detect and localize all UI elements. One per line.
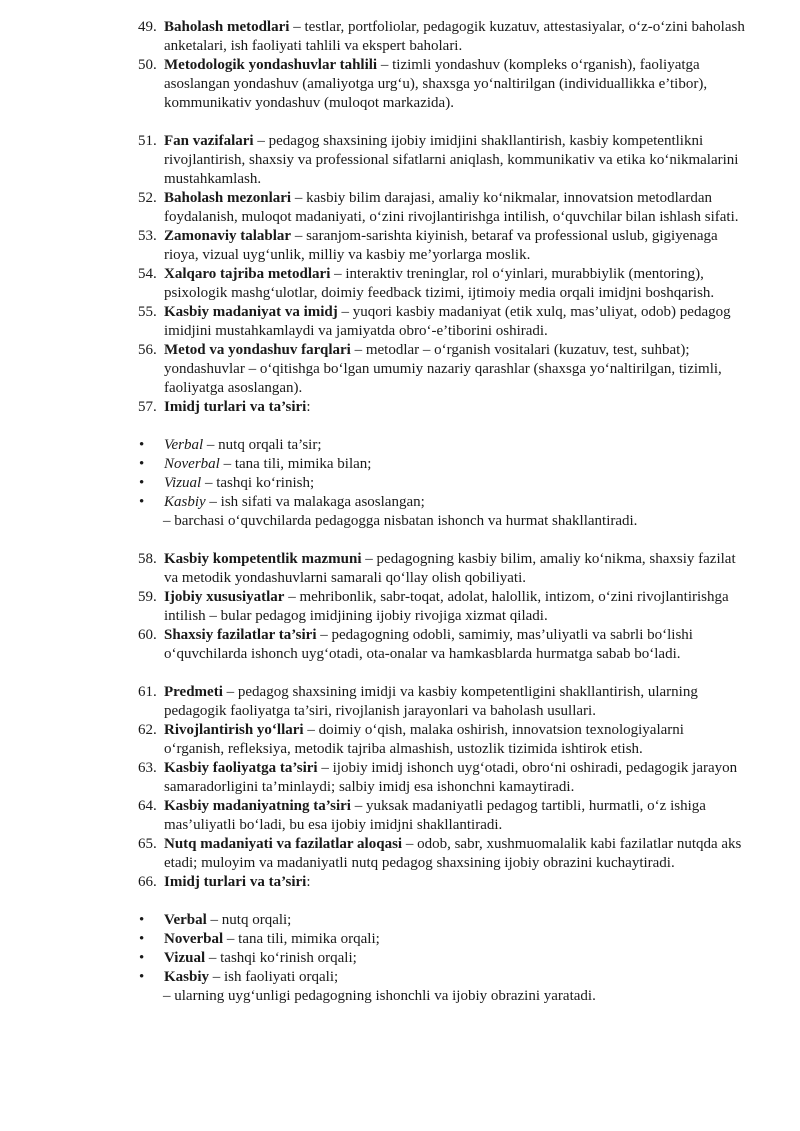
- bullet-summary: – ularning uyg‘unligi pedagogning ishonchli va ijobiy obrazini yaratadi.: [163, 988, 596, 1004]
- bullet-item: [0, 493, 800, 512]
- item-term: Shaxsiy fazilatlar ta’siri: [164, 627, 317, 643]
- bullet-text: – tashqi ko‘rinish orqali;: [205, 950, 357, 966]
- list-item: [0, 227, 800, 265]
- bullet-dot: •: [139, 494, 145, 510]
- item-text: – pedagogning kasbiy bilim, amaliy ko‘nikma, shaxsiy fazilat va metodik yondashuvlarni samarali qo‘llay olish qobiliyati.: [164, 551, 736, 586]
- item-term: Metodologik yondashuvlar tahlili: [164, 57, 378, 73]
- list-item: [0, 189, 800, 227]
- item-number: 49.: [138, 19, 157, 35]
- item-text: – interaktiv treninglar, rol o‘yinlari, murabbiylik (mentoring), psixologik mashg‘ulotlar, doimiy feedback tizimi, ijtimoiy media orqali imidjni boshqarish.: [164, 266, 715, 301]
- item-number: 63.: [138, 760, 157, 776]
- item-term: Fan vazifalari: [164, 133, 254, 149]
- item-term: Metod va yondashuv farqlari: [164, 342, 351, 358]
- item-text: – saranjom-sarishta kiyinish, betaraf va professional uslub, gigiyenaga rioya, vizual uyg‘unlik, milliy va kasbiy me’yorlarga moslik.: [164, 228, 718, 263]
- item-number: 58.: [138, 551, 157, 567]
- bullet-term: Noverbal: [164, 931, 224, 947]
- bullet-text: – tana tili, mimika bilan;: [219, 456, 372, 472]
- item-number: 66.: [138, 874, 157, 890]
- item-text: – yuksak madaniyatli pedagog tartibli, hurmatli, o‘z ishiga mas’uliyatli bo‘ladi, bu esa ijobiy imidjni shakllantiradi.: [164, 798, 706, 833]
- item-number: 65.: [138, 836, 157, 852]
- spacer: [0, 417, 800, 436]
- list-item: [0, 588, 800, 626]
- item-term: Ijobiy xususiyatlar: [164, 589, 285, 605]
- item-term: Kasbiy madaniyat va imidj: [164, 304, 338, 320]
- list-item: [0, 341, 800, 398]
- bullet-text: – ish sifati va malakaga asoslangan;: [205, 494, 425, 510]
- bullet-item: [0, 930, 800, 949]
- item-text: – odob, sabr, xushmuomalalik kabi fazilatlar nutqda aks etadi; muloyim va madaniyatli nutq pedagog shaxsining ijobiy obrazini kuchaytiradi.: [164, 836, 742, 871]
- item-number: 57.: [138, 399, 157, 415]
- bullet-dot: •: [139, 969, 145, 985]
- item-text: :: [306, 874, 311, 890]
- list-item: [0, 550, 800, 588]
- item-number: 61.: [138, 684, 157, 700]
- bullet-text: – tashqi ko‘rinish;: [201, 475, 315, 491]
- list-item: [0, 721, 800, 759]
- list-item: [0, 797, 800, 835]
- bullet-text: – nutq orqali ta’sir;: [203, 437, 322, 453]
- item-term: Imidj turlari va ta’siri: [164, 874, 307, 890]
- bullet-item: [0, 474, 800, 493]
- item-text: – doimiy o‘qish, malaka oshirish, innovatsion texnologiyalarni o‘rganish, refleksiya, metodik tajriba almashish, ustozlik tizimida ishtirok etish.: [164, 722, 684, 757]
- spacer: [0, 892, 800, 911]
- item-term: Predmeti: [164, 684, 223, 700]
- item-term: Nutq madaniyati va fazilatlar aloqasi: [164, 836, 403, 852]
- item-term: Imidj turlari va ta’siri: [164, 399, 307, 415]
- document-page: [0, 18, 800, 1006]
- bullet-summary: – barchasi o‘quvchilarda pedagogga nisbatan ishonch va hurmat shakllantiradi.: [163, 513, 638, 529]
- list-item: [0, 835, 800, 873]
- item-term: Kasbiy madaniyatning ta’siri: [164, 798, 351, 814]
- list-item: [0, 759, 800, 797]
- list-item: [0, 873, 800, 892]
- item-text: :: [306, 399, 311, 415]
- bullet-dot: •: [139, 931, 145, 947]
- bullet-text: – tana tili, mimika orqali;: [223, 931, 380, 947]
- bullet-text: – ish faoliyati orqali;: [209, 969, 339, 985]
- item-text: – mehribonlik, sabr-toqat, adolat, halollik, intizom, o‘zini rivojlantirishga intilish – bular pedagog imidjining ijobiy rivojiga xizmat qiladi.: [164, 589, 729, 624]
- bullet-term: Kasbiy: [164, 969, 210, 985]
- bullet-dot: •: [139, 475, 145, 491]
- item-number: 55.: [138, 304, 157, 320]
- bullet-item: [0, 455, 800, 474]
- list-item: [0, 398, 800, 417]
- bullet-dot: •: [139, 912, 145, 928]
- spacer: [0, 531, 800, 550]
- item-text: – tizimli yondashuv (kompleks o‘rganish), faoliyatga asoslangan yondashuv (amaliyotga urg‘u), shaxsga yo‘naltirilgan (individuallikka e’tibor), kommunikativ yondashuv (muloqot markazida).: [164, 57, 708, 111]
- item-text: – pedagogning odobli, samimiy, mas’uliyatli va sabrli bo‘lishi o‘quvchilarda ishonch uyg‘otadi, ota-onalar va hamkasblarda hurmatga sabab bo‘ladi.: [164, 627, 693, 662]
- bullet-dot: •: [139, 437, 145, 453]
- list-item: [0, 18, 800, 56]
- bullet-item: [0, 949, 800, 968]
- bullet-dot: •: [139, 950, 145, 966]
- item-number: 54.: [138, 266, 157, 282]
- item-number: 53.: [138, 228, 157, 244]
- spacer: [0, 113, 800, 132]
- item-number: 62.: [138, 722, 157, 738]
- item-term: Baholash metodlari: [164, 19, 290, 35]
- item-term: Zamonaviy talablar: [164, 228, 292, 244]
- bullet-text: – nutq orqali;: [206, 912, 292, 928]
- item-text: – testlar, portfoliolar, pedagogik kuzatuv, attestasiyalar, o‘z-o‘zini baholash anketalari, ish faoliyati tahlili va ekspert baholari.: [164, 19, 745, 54]
- bullet-item: [0, 911, 800, 930]
- item-term: Kasbiy kompetentlik mazmuni: [164, 551, 362, 567]
- list-item: [0, 626, 800, 664]
- list-item: [0, 265, 800, 303]
- item-term: Rivojlantirish yo‘llari: [164, 722, 304, 738]
- bullet-term: Noverbal: [164, 456, 220, 472]
- item-text: – kasbiy bilim darajasi, amaliy ko‘nikmalar, innovatsion metodlardan foydalanish, muloqot madaniyati, o‘zini rivojlantirishga intilish, o‘quvchilar bilan ishlash sifati.: [164, 190, 739, 225]
- bullet-term: Verbal: [164, 437, 204, 453]
- list-item: [0, 683, 800, 721]
- bullet-term: Vizual: [164, 950, 206, 966]
- item-text: – yuqori kasbiy madaniyat (etik xulq, mas’uliyat, odob) pedagog imidjini mustahkamlaydi va jamiyatda obro‘-e’tiborini oshiradi.: [164, 304, 731, 339]
- item-text: – ijobiy imidj ishonch uyg‘otadi, obro‘ni oshiradi, pedagogik jarayon samaradorligini ta’minlaydi; salbiy imidj esa ishonchni kamaytiradi.: [164, 760, 738, 795]
- item-number: 56.: [138, 342, 157, 358]
- bullet-item: [0, 436, 800, 455]
- bullet-dot: •: [139, 456, 145, 472]
- bullet-item: [0, 968, 800, 987]
- bullet-term: Vizual: [164, 475, 202, 491]
- item-number: 64.: [138, 798, 157, 814]
- item-number: 52.: [138, 190, 157, 206]
- item-number: 51.: [138, 133, 157, 149]
- spacer: [0, 664, 800, 683]
- item-term: Xalqaro tajriba metodlari: [164, 266, 331, 282]
- item-number: 50.: [138, 57, 157, 73]
- item-number: 59.: [138, 589, 157, 605]
- item-term: Baholash mezonlari: [164, 190, 292, 206]
- list-item: [0, 56, 800, 113]
- item-text: – pedagog shaxsining ijobiy imidjini shakllantirish, kasbiy kompetentlikni rivojlantirish, shaxsiy va professional sifatlarni aniqlash, kommunikativ va etika ko‘nikmalarini mustahkamlash.: [164, 133, 739, 187]
- item-number: 60.: [138, 627, 157, 643]
- item-text: – pedagog shaxsining imidji va kasbiy kompetentligini shakllantirish, ularning pedagogik faoliyatga ta’siri, rivojlanish jarayonlari va baholash usullari.: [164, 684, 698, 719]
- bullet-term: Kasbiy: [164, 494, 206, 510]
- item-term: Kasbiy faoliyatga ta’siri: [164, 760, 318, 776]
- list-item: [0, 303, 800, 341]
- list-item: [0, 132, 800, 189]
- item-text: – metodlar – o‘rganish vositalari (kuzatuv, test, suhbat); yondashuvlar – o‘qitishga bo‘lgan umumiy nazariy qarashlar (shaxsga yo‘naltirilgan, tizimli, faoliyatga asoslangan).: [164, 342, 722, 396]
- bullet-term: Verbal: [164, 912, 207, 928]
